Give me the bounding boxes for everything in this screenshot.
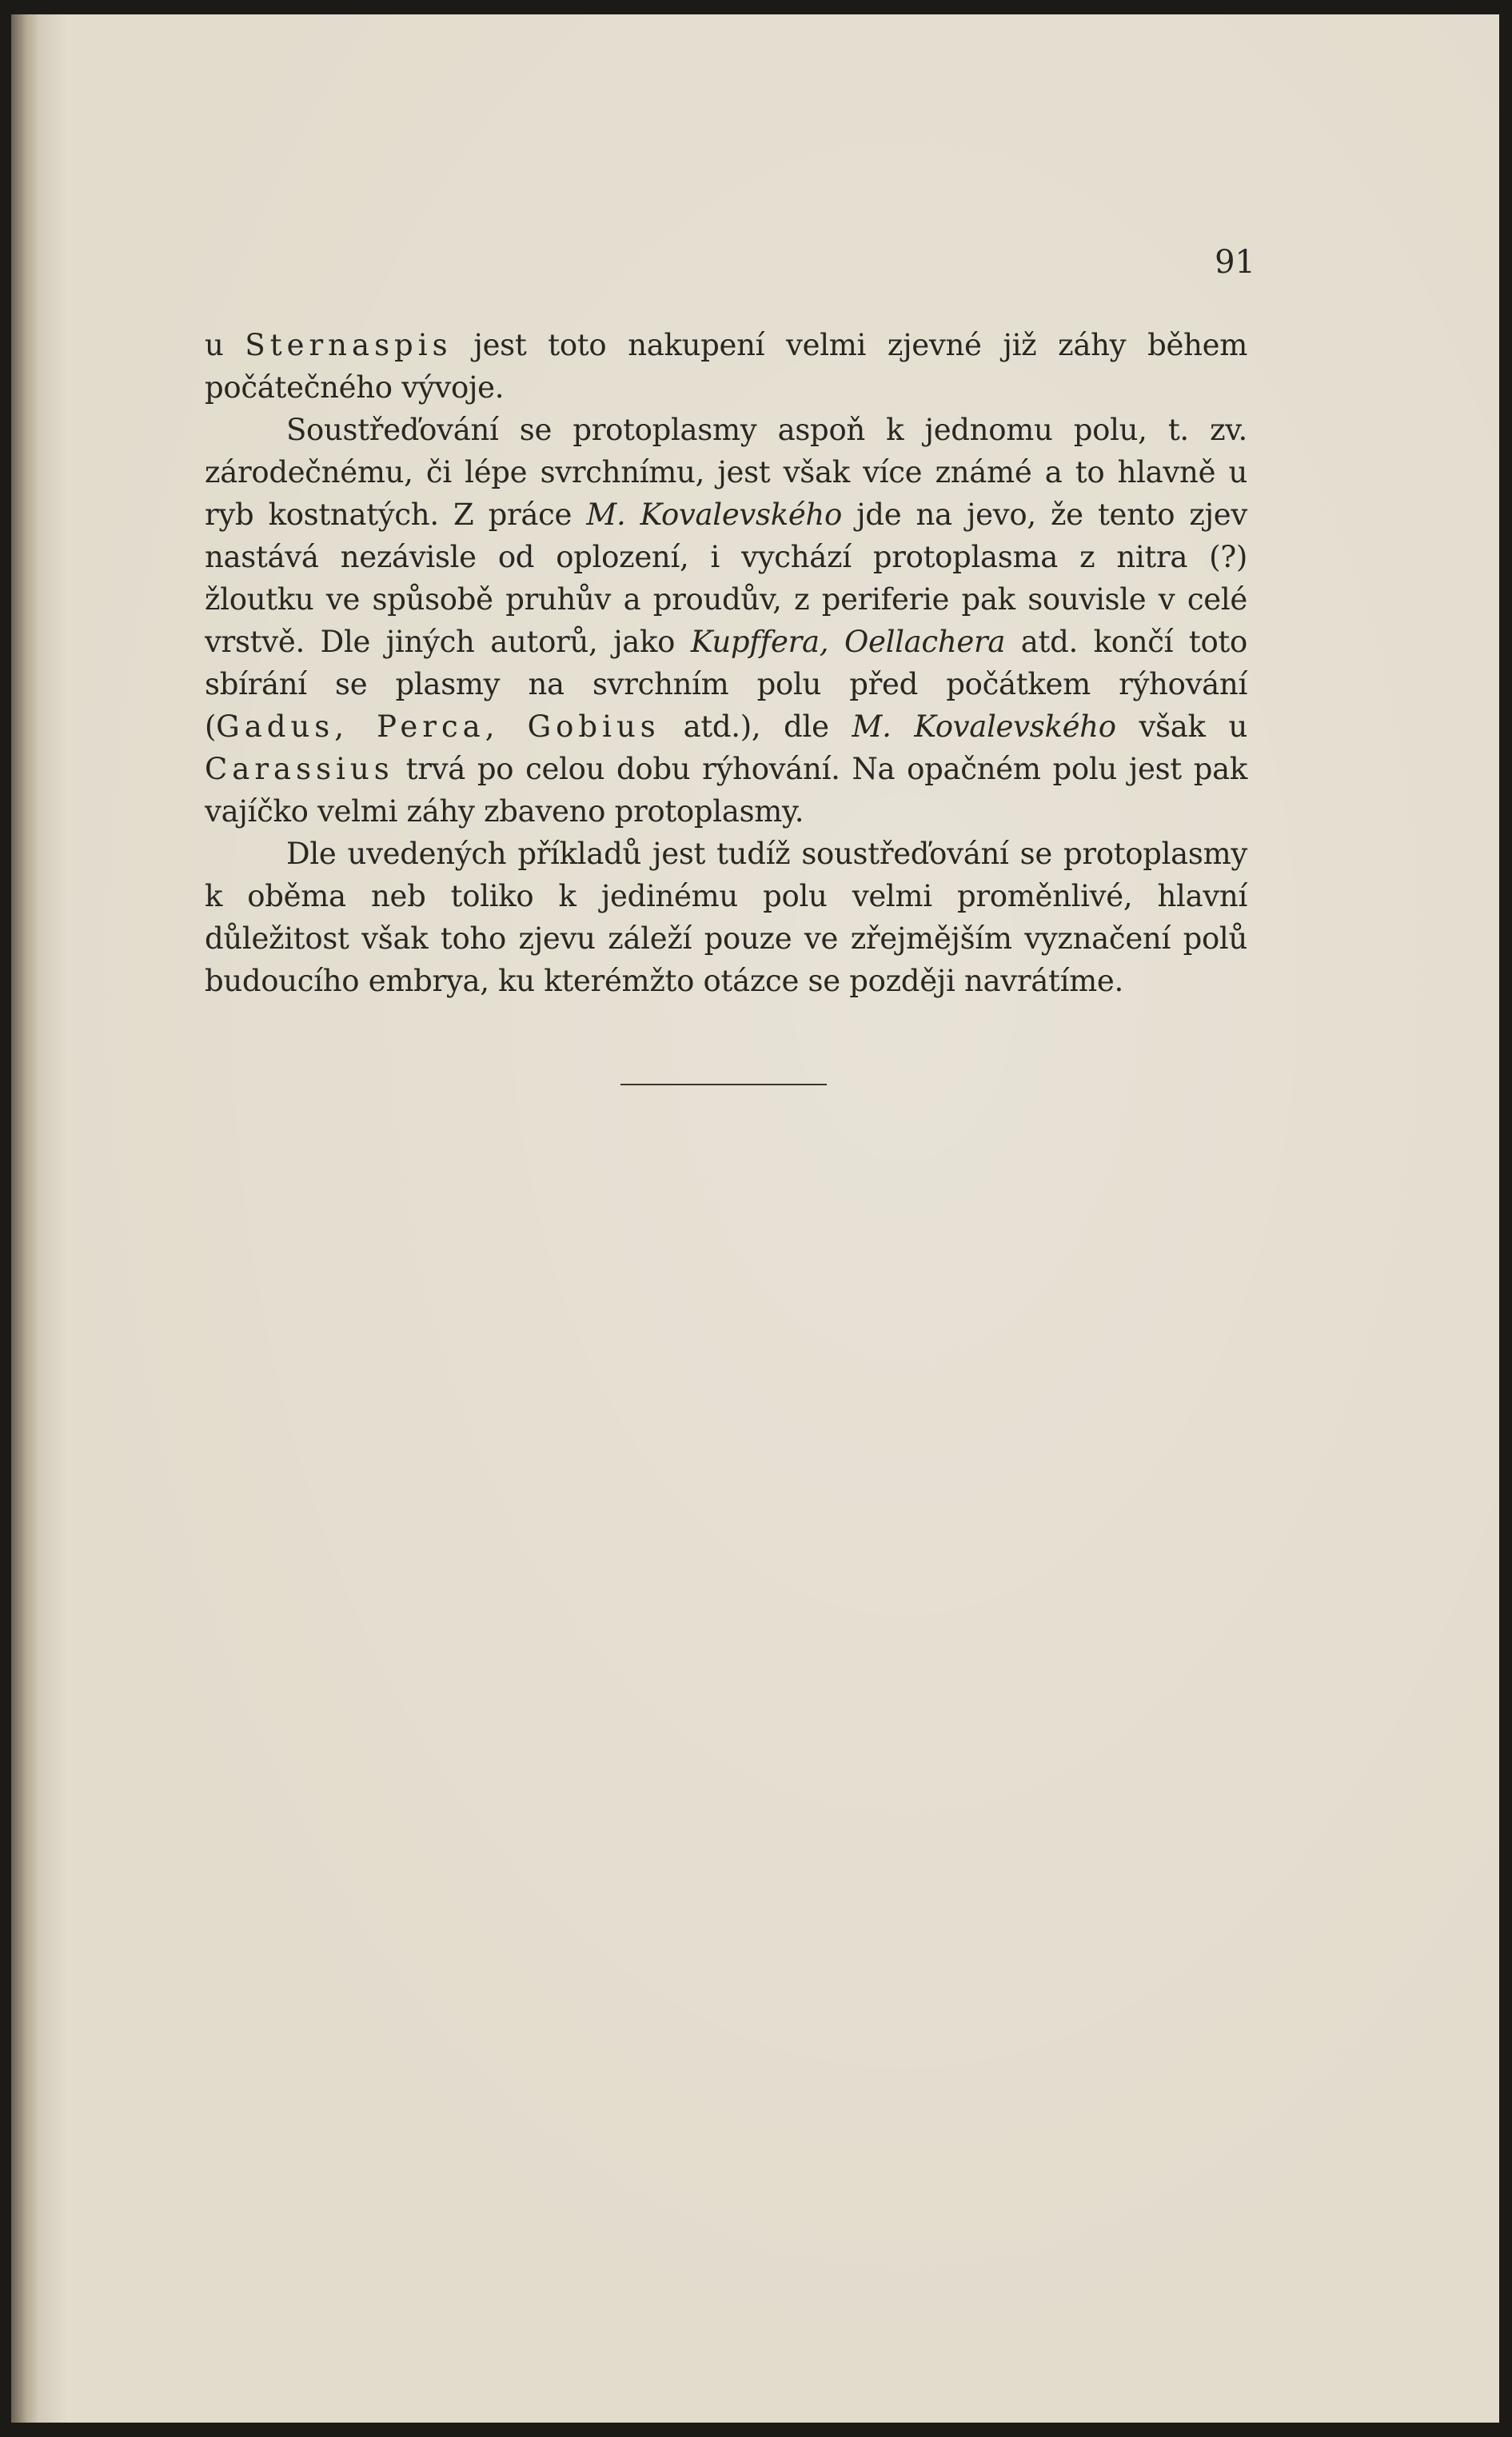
text-run: jde na jevo, že tento zjev nastává nezávisle od oplození, i vychází protoplasma z nitra (?) žloutku ve spůsobě pruhův a proudův, z periferie pak souvisle v celé vrstvě. Dle jiných autorů, jako xyxy=(205,497,1247,659)
text-run: atd. končí toto sbírání se plasmy na svrchním polu před počátkem rýhování ( xyxy=(205,625,1247,744)
text-run: u xyxy=(205,328,245,362)
paragraph-2 xyxy=(205,409,1247,833)
text-run: však u xyxy=(1115,709,1247,744)
author-names: Kupffera, Oellachera xyxy=(690,625,1006,659)
paragraph-3 xyxy=(205,833,1247,1002)
genus-name: Sternaspis xyxy=(245,328,453,362)
text-run: Soustřeďování se protoplasmy aspoň k jednomu polu, t. zv. zárodečnému, či lépe svrchnímu, jest však více známé a to hlavně u ryb kostnatých. Z práce xyxy=(205,413,1247,532)
genus-names: Gadus, Perca, Gobius xyxy=(216,709,660,744)
text-run: Dle uvedených příkladů jest tudíž soustřeďování se protoplasmy k oběma neb toliko k jedinému polu velmi proměnlivé, hlavní důležitost však toho zjevu záleží pouze ve zřejmějším vyznačení polů budoucího embrya, ku kterémžto otázce se později navrátíme. xyxy=(205,837,1247,998)
binding-gutter xyxy=(11,14,38,2423)
text-body xyxy=(205,324,1247,1002)
text-run: jest toto nakupení velmi zjevné již záhy během počátečného vývoje. xyxy=(205,328,1247,405)
text-run: atd.), dle xyxy=(660,709,852,744)
page-number: 91 xyxy=(1215,244,1255,281)
paragraph-1 xyxy=(205,324,1247,409)
author-name: M. Kovalevského xyxy=(852,709,1116,744)
author-name: M. Kovalevského xyxy=(586,497,842,532)
text-run: trvá po celou dobu rýhování. Na opačném polu jest pak vajíčko velmi záhy zbaveno protoplasmy. xyxy=(205,752,1247,829)
section-separator-rule xyxy=(620,1084,827,1085)
genus-name: Carassius xyxy=(205,752,394,786)
